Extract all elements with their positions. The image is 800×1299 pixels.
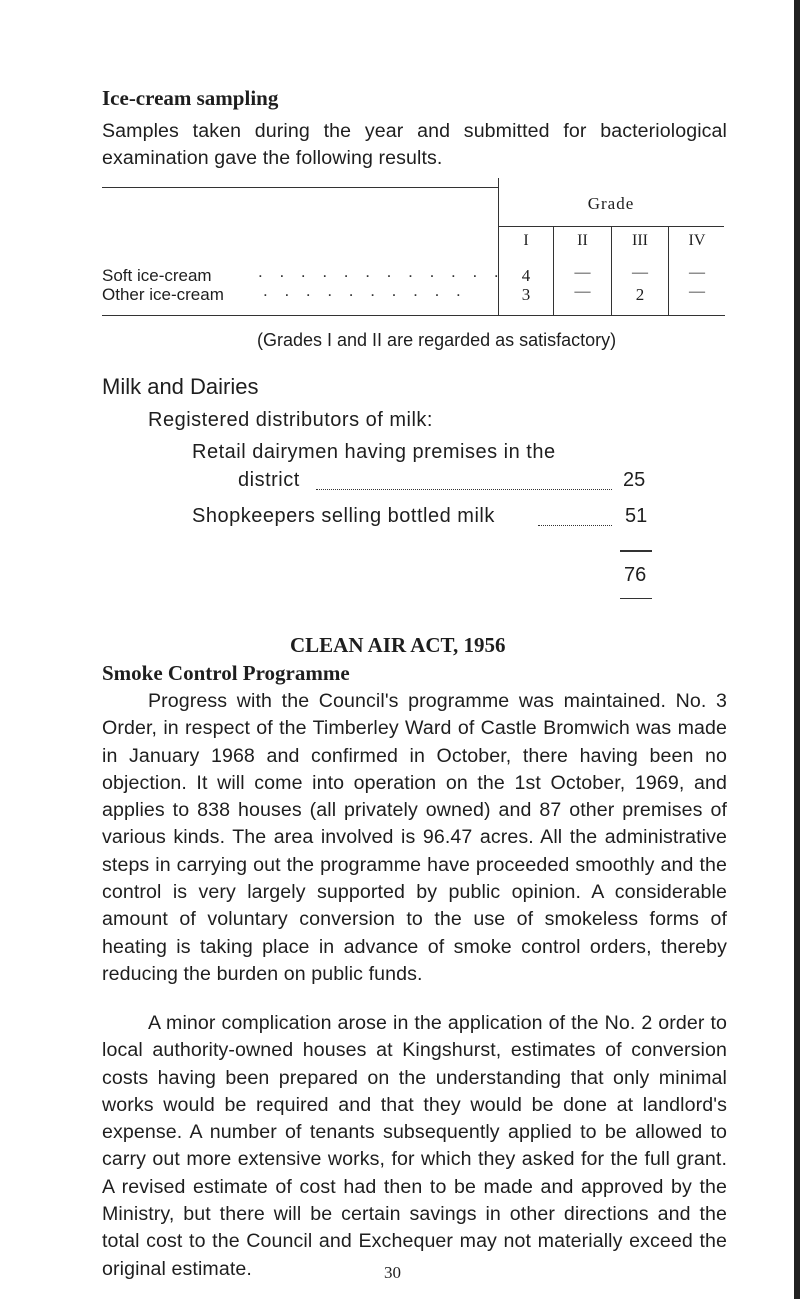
milk-item2: Shopkeepers selling bottled milk: [192, 505, 495, 527]
row-label: Soft ice-cream: [102, 266, 212, 285]
table-top-rule: [102, 187, 498, 188]
milk-item1-value: 25: [623, 469, 646, 491]
dot-leader: [538, 525, 612, 526]
clean-air-heading: CLEAN AIR ACT, 1956: [290, 633, 506, 657]
col-header-iv: IV: [688, 232, 706, 249]
page-number: 30: [384, 1263, 401, 1282]
row-leader: . . . . . . . . . .: [263, 281, 467, 300]
table-bottom-rule: [102, 315, 725, 316]
ice-cream-intro: Samples taken during the year and submitted for bacteriological examination gave the following results.: [102, 120, 727, 170]
col-header-i: I: [523, 232, 529, 249]
milk-item1-line2: district: [238, 469, 300, 491]
cell: —: [574, 264, 591, 281]
total-rule-bottom: [620, 598, 652, 599]
dot-leader: [316, 489, 612, 490]
cell: —: [689, 264, 705, 281]
smoke-control-heading: Smoke Control Programme: [102, 661, 350, 685]
total-rule-top: [620, 550, 652, 552]
milk-total: 76: [624, 564, 647, 586]
clean-air-paragraph-2: A minor complication arose in the application of the No. 2 order to local authority-owned houses at Kingshurst, estimates of conversion costs having been prepared on the understanding that only minimal works would be required and that they would be done at landlord's expense. A number of tenants subsequently applied to be allowed to carry out more extensive works, for which they asked for the full grant. A revised estimate of cost had then to be made and approved by the Ministry, but there will be certain savings in other directions and the total cost to the Council and Exchequer may not materially exceed the original estimate.: [102, 1012, 727, 1280]
grade-header: Grade: [587, 194, 635, 213]
cell: 4: [521, 266, 531, 285]
cell: —: [632, 264, 648, 281]
milk-item2-value: 51: [625, 505, 648, 527]
clean-air-paragraph-1: Progress with the Council's programme was maintained. No. 3 Order, in respect of the Timberley Ward of Castle Bromwich was made in January 1968 and confirmed in October, there having been no objection. It will come into operation on the 1st October, 1969, and applies to 838 houses (all privately owned) and 87 other premises of various kinds. The area involved is 96.47 acres. All the administrative steps in carrying out the programme have proceeded smoothly and the control is very largely supported by public opinion. A considerable amount of voluntary conversion to the use of smokeless forms of heating is taking place in advance of smoke control orders, thereby reducing the burden on public funds.: [102, 690, 727, 985]
row-leader: . . . . . . . . . . . .: [258, 262, 505, 281]
milk-heading: Milk and Dairies: [102, 374, 259, 399]
scan-edge: [794, 0, 800, 1299]
grades-note: (Grades I and II are regarded as satisfactory): [257, 330, 617, 350]
ice-cream-heading: Ice-cream sampling: [102, 86, 279, 110]
cell: —: [574, 283, 591, 300]
cell: 3: [521, 285, 531, 304]
cell: 2: [635, 285, 645, 304]
milk-intro: Registered distributors of milk:: [148, 409, 433, 431]
col-header-iii: III: [632, 232, 648, 249]
row-label: Other ice-cream: [102, 285, 224, 304]
milk-item1-line1: Retail dairymen having premises in the: [192, 441, 556, 463]
col-header-ii: II: [577, 232, 588, 249]
cell: —: [689, 283, 705, 300]
